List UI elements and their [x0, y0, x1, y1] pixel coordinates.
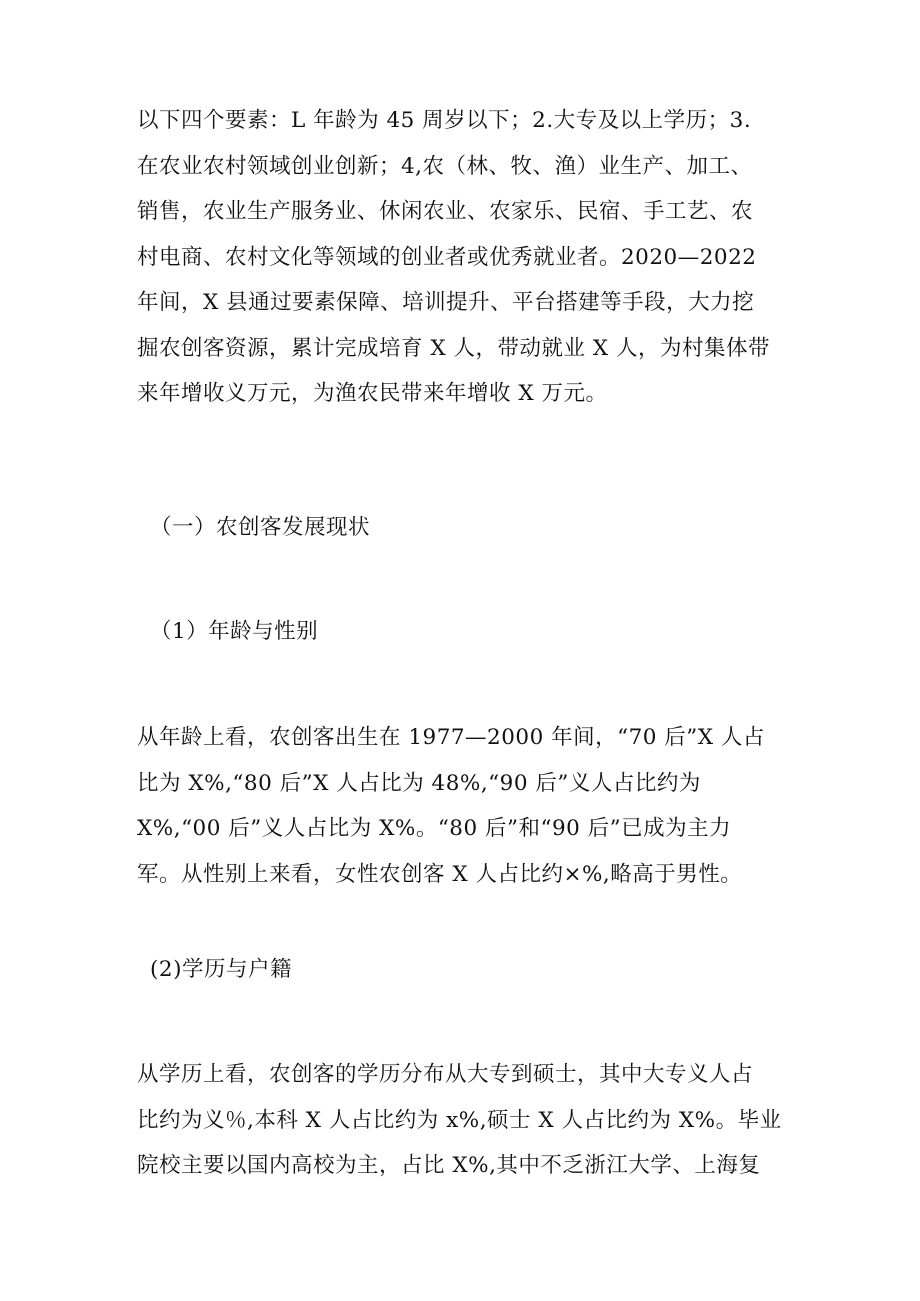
- paragraph-line: 村电商、农村文化等领域的创业者或优秀就业者。2020—2022: [137, 244, 757, 270]
- paragraph-line: 从学历上看，农创客的学历分布从大专到硕士，其中大专义人占: [137, 1062, 754, 1087]
- paragraph-line: 来年增收义万元，为渔农民带来年增收 X 万元。: [137, 381, 608, 406]
- subsection-heading-education-household: (2)学历与户籍: [150, 957, 292, 982]
- intro-paragraph: [137, 98, 797, 417]
- paragraph-line: 军。从性别上来看，女性农创客 X 人占比约×%,略高于男性。: [137, 861, 743, 887]
- paragraph-line: 年间，X 县通过要素保障、培训提升、平台搭建等手段，大力挖: [137, 290, 755, 315]
- paragraph-line: 院校主要以国内高校为主，占比 X%,其中不乏浙江大学、上海复: [137, 1153, 761, 1178]
- subsection-heading-age-gender: （1）年龄与性别: [150, 619, 319, 644]
- paragraph-line: 在农业农村领域创业创新；4,农（林、牧、渔）业生产、加工、: [137, 153, 753, 179]
- paragraph-line: 掘农创客资源，累计完成培育 X 人，带动就业 X 人，为村集体带: [137, 335, 770, 361]
- paragraph-line: 比约为义％,本科 X 人占比约为 x%,硕士 X 人占比约为 X%。毕业: [137, 1107, 782, 1133]
- paragraph-line: 从年龄上看，农创客出生在 1977—2000 年间，“70 后”X 人占: [137, 725, 765, 750]
- paragraph-line: 销售，农业生产服务业、休闲农业、农家乐、民宿、手工艺、农: [137, 199, 754, 224]
- paragraph-line: 以下四个要素：L 年龄为 45 周岁以下；2.大专及以上学历；3.: [137, 108, 752, 133]
- section-heading: （一）农创客发展现状: [150, 515, 371, 540]
- age-gender-paragraph: [137, 715, 797, 897]
- paragraph-line: 比为 X%,“80 后”X 人占比为 48%,“90 后”义人占比约为: [137, 770, 701, 796]
- paragraph-line: X%,“00 后”义人占比为 X%。“80 后”和“90 后”已成为主力: [137, 816, 732, 841]
- education-household-paragraph: [137, 1052, 797, 1189]
